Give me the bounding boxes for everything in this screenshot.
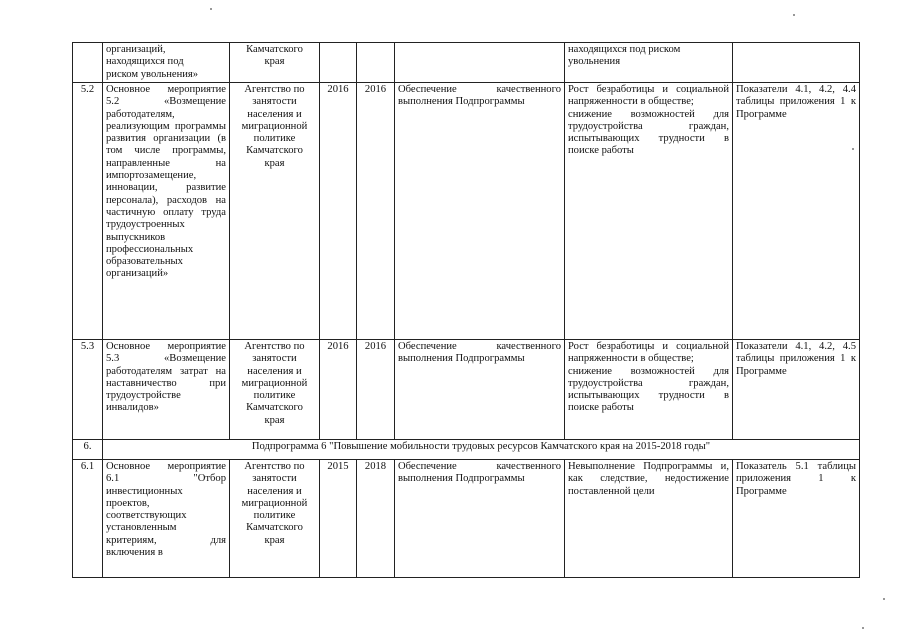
- subprogram-number-cell: 6.: [73, 440, 103, 460]
- year-start-cell: 2016: [320, 340, 357, 440]
- scan-speck: [793, 14, 795, 16]
- expected-result-cell: Обеспечение качественного выполнения Подпрограммы: [395, 460, 565, 578]
- measure-name-cell: Основное мероприятие 6.1 "Отбор инвестиционных проектов, соответствующих установленным критериям, для включения в: [103, 460, 230, 578]
- row-number-cell: 5.3: [73, 340, 103, 440]
- expected-result-cell: Обеспечение качественного выполнения Подпрограммы: [395, 340, 565, 440]
- indicators-cell: [733, 43, 860, 83]
- scan-speck: [883, 598, 885, 600]
- risk-cell: Рост безработицы и социальной напряженности в обществе; снижение возможностей для трудоустройства граждан, испытывающих трудности в поиске работы: [565, 340, 733, 440]
- executor-cell: Агентство по занятости населения и миграционной политике Камчатского края: [230, 83, 320, 340]
- measure-name-cell: организаций, находящихся под риском увольнения»: [103, 43, 230, 83]
- subprogram-header-row: [73, 440, 860, 460]
- table-row-5-2: [73, 83, 860, 340]
- scan-speck: [210, 8, 212, 10]
- year-start-cell: 2016: [320, 83, 357, 340]
- measure-name-cell: Основное мероприятие 5.3 «Возмещение работодателям затрат на наставничество при трудоустройстве инвалидов»: [103, 340, 230, 440]
- table-row-6-1: [73, 460, 860, 578]
- executor-cell: Камчатского края: [230, 43, 320, 83]
- row-number-cell: [73, 43, 103, 83]
- scan-speck: [852, 148, 854, 150]
- row-number-cell: 6.1: [73, 460, 103, 578]
- year-end-cell: 2018: [357, 460, 395, 578]
- expected-result-cell: [395, 43, 565, 83]
- table-row-5-3: [73, 340, 860, 440]
- scan-speck: [862, 627, 864, 629]
- executor-cell: Агентство по занятости населения и миграционной политике Камчатского края: [230, 460, 320, 578]
- measure-name-cell: Основное мероприятие 5.2 «Возмещение работодателям, реализующим программы развития организации (в том числе программы, направленные на импортозамещение, инновации, развитие персонала), расходов на частичную оплату труда трудоустроенных выпускников профессиональных образовательных организаций»: [103, 83, 230, 340]
- year-end-cell: [357, 43, 395, 83]
- year-start-cell: [320, 43, 357, 83]
- year-start-cell: 2015: [320, 460, 357, 578]
- measures-table: [72, 42, 860, 578]
- indicators-cell: Показатели 4.1, 4.2, 4.5 таблицы приложения 1 к Программе: [733, 340, 860, 440]
- table-row-continuation: [73, 43, 860, 83]
- indicators-cell: Показатели 4.1, 4.2, 4.4 таблицы приложения 1 к Программе: [733, 83, 860, 340]
- year-end-cell: 2016: [357, 340, 395, 440]
- risk-cell: Рост безработицы и социальной напряженности в обществе; снижение возможностей для трудоустройства граждан, испытывающих трудности в поиске работы: [565, 83, 733, 340]
- expected-result-cell: Обеспечение качественного выполнения Подпрограммы: [395, 83, 565, 340]
- risk-cell: находящихся под риском увольнения: [565, 43, 733, 83]
- row-number-cell: 5.2: [73, 83, 103, 340]
- indicators-cell: Показатель 5.1 таблицы приложения 1 к Программе: [733, 460, 860, 578]
- subprogram-title: Подпрограмма 6 "Повышение мобильности трудовых ресурсов Камчатского края на 2015-2018 годы": [103, 440, 860, 460]
- year-end-cell: 2016: [357, 83, 395, 340]
- executor-cell: Агентство по занятости населения и миграционной политике Камчатского края: [230, 340, 320, 440]
- risk-cell: Невыполнение Подпрограммы и, как следствие, недостижение поставленной цели: [565, 460, 733, 578]
